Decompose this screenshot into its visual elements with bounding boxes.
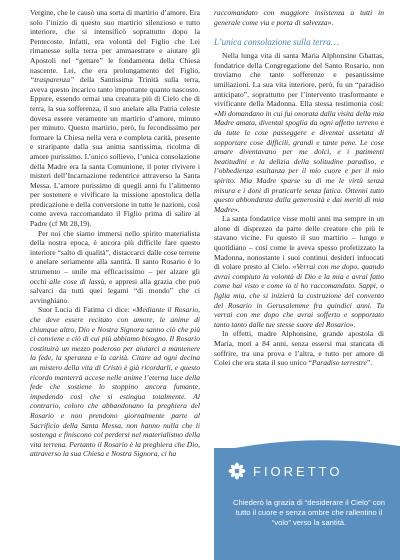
right-paragraph-2: Nella lunga vita di santa Maria Alphonsine Ghattas, fondatrice della Congregazione del Santo Rosario, non troviamo che tante sofferenze e pesantissime umiliazioni. La sua vita interiore, però, fu un “paradiso anticipato”, soprattutto per l’intervento trasformante e vivificante della Madonna. Ella stessa testimonia così: «Mi domandano in cui fui onorata dalla visita della mia Madre amata, diventai spoglia da ogni affetto terreno e da tutte le cose passeggere e diventai assetata di sopportare cose difficili, grandi e tante pene. Le cose amare diventavano per me dolci, e i patimenti beatitudini e la delizia della solitudine paradiso, e l’obbedienza esultanza per il mio cuore e per il mio spirito. Mia Madre sparse su di me le virtù senza misura e i doni di praticarle senza fatica. Ottenni tutto questo abbondanza dalla generosità e dai meriti di mia Madre». (214, 51, 385, 214)
left-column (30, 8, 200, 459)
fioretto-title: FIORETTO (253, 463, 343, 479)
right-paragraph-4: In effetti, madre Alphonsine, grande apostola di Maria, morì a 84 anni, senza essersi mai stancata di soffrire, tra una prova e l’altra, e tutto per amore di Colei che era stata il suo unico “Paradiso terrestre”. (214, 329, 384, 368)
right-paragraph-1: raccomandato con maggiore insistenza a tutti in generale come via e porta di salvezza». (214, 8, 384, 27)
right-paragraph-3: La santa fondatrice visse molti anni ma sempre in un alone di disprezzo da parte delle creature che più le stavano vicine. Fu questo il suo martirio – lungo e quotidiano – così come le aveva spesso profetizzato la Madonna, nonostante i suoi continui desideri infuocati di volare presto al Cielo. «Verrai con me dopo, quando avrai compiuto la volontà di Dio e la mia e avrai fatto come hai visto e come io ti ho raccomandato. Sappi, o figlia mia, che si inizierà la costruzione del convento del Rosario in Gerusalemme fra quindici anni. Tu verrai con me dopo che avrai sofferto e sopportato tanto tanto dalle tue stesse suore del Rosario». (214, 214, 385, 329)
fioretto-text: Chiederò la grazia di “desiderare il Cielo” con tutto il cuore e senza ombre che rallentino il “volo” verso la santità. (233, 498, 385, 527)
left-paragraph-3: Suor Lucia di Fatima ci dice: «Mediante il Rosario, che deve essere recitato con amore, le anime di chiunque altro, Dio e Nostra Signora sanno ciò che più ci conviene e ciò di cui più abbiamo bisogno. Il Rosario costituirà un mezzo poderoso per aiutarci a mantenere la fede, la speranza e la carità. Citare ad ogni decina un mistero della vita di Cristo è già ricordarli, e questo ricordo manterrà accese nelle anime l’eterna luce della fede che sostiene lo stoppino ancora fumante, impedendo così che si estingua totalmente. Al contrario, coloro che abbandonano la preghiera del Rosario e non prendono giornalmente parte al Sacrificio della Santa Messa, non hanno nulla che li sostenga e finiscono col perdersi nel materialismo della vita terrena. Pertanto il Rosario è la preghiera che Dio, attraverso la sua Chiesa e Nostra Signora, ci ha (30, 305, 200, 459)
section-title: L’unica consolazione sulla terra… (214, 37, 339, 48)
flower-icon (228, 462, 246, 480)
left-paragraph-1: Vergine, che le causò una sorta di martirio d’amore. Era solo l’inizio di questo suo martirio silenzioso e tutto interiore, che si intensificò soprattutto dopo la Pentecoste. Infatti, era volontà del Figlio che Lei rimanesse sulla terra per ammaestrare e aiutare gli Apostoli nel “gettare” le fondamenta della Chiesa nascente. Lei, che era prolungamento del Figlio, “trasparenza” della Santissima Trinità sulla terra, aveva questo incarico tanto importante quanto nascosto. Eppure, essendo ormai una creatura più di Cielo che di terra, la sua sofferenza, il suo anelare alla Patria celeste dovesa essere veramente un martirio d’amore, minuto per minuto. Questo martirio, però, fu fecondissimo per formare la Chiesa nella vera e completa carità, presente e straripante dalla sua anima santissima, ricolma di amore purissimo. L’unico sollievo, l’unica consolazione della Madre era la santa Comunione, il poter rivivere i misteri dell’Incarnazione redentrice attraverso la Santa Messa. L’amore purissimo di quegli anni fu l’alimento per sostenere e vivificare la missione apostolica della predicazione e della conversione in tutte le nazioni, così come aveva raccomandato il Figlio prima di salire al Padre (cf Mt 28,19). (30, 8, 200, 229)
left-paragraph-2: Per noi che siamo immersi nello spirito materialista della nostra epoca, è ancora più difficile fare questo interiore “salto di qualità”, distaccarci dalle cose terrene e anelare seriamente alla santità. Il santo Rosario è lo strumento – unile ma efficacissimo – per alzare gli occhi alle cose di lassù, e appresi alla grazia che può salvarci da tutti quei legami “di mondo” che ci avvinghiano. (30, 228, 201, 305)
right-column (214, 8, 384, 368)
fioretto-box (214, 448, 400, 560)
fioretto-header (228, 462, 342, 480)
